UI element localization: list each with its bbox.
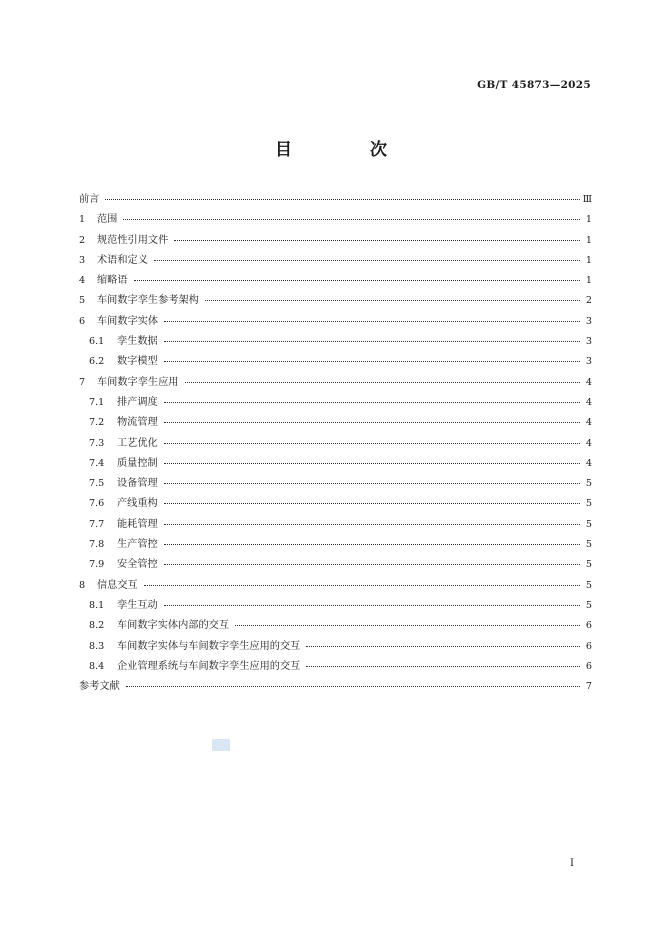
toc-entry-number: 8.3 — [89, 640, 105, 652]
toc-entry-number: 7.8 — [89, 539, 105, 551]
toc-entry-label: 排产调度 — [117, 396, 158, 408]
toc-entry-label: 参考文献 — [79, 681, 120, 693]
toc-leader-dots — [105, 187, 579, 200]
toc-entry-page: 5 — [585, 498, 592, 510]
toc-entry-page: 3 — [585, 315, 592, 327]
toc-entry[interactable] — [79, 189, 592, 209]
toc-entry-label: 数字模型 — [117, 356, 158, 368]
toc-leader-dots — [164, 491, 580, 504]
standard-code: GB/T 45873—2025 — [477, 79, 591, 91]
toc-entry-label: 能耗管理 — [117, 518, 158, 530]
toc-entry-page: Ⅲ — [582, 194, 592, 205]
toc-entry-number: 8 — [79, 579, 86, 591]
toc-entry[interactable] — [79, 473, 592, 493]
toc-entry-label: 生产管控 — [117, 539, 158, 551]
toc-entry-page: 4 — [585, 396, 592, 408]
toc-entry-number: 8.1 — [89, 599, 105, 611]
toc-entry-page: 6 — [585, 620, 592, 632]
toc-entry-label: 规范性引用文件 — [97, 234, 169, 246]
table-of-contents — [79, 189, 592, 696]
toc-entry-page: 5 — [585, 478, 592, 490]
toc-leader-dots — [164, 329, 580, 342]
page-number: I — [570, 858, 574, 869]
toc-leader-dots — [164, 309, 580, 322]
toc-entry-page: 6 — [585, 660, 592, 672]
toc-entry[interactable] — [79, 392, 592, 412]
toc-entry-page: 1 — [585, 275, 592, 287]
toc-entry[interactable] — [79, 372, 592, 392]
watermark-logo — [212, 739, 230, 751]
toc-entry-page: 5 — [585, 579, 592, 591]
toc-entry[interactable] — [79, 575, 592, 595]
toc-entry-label: 车间数字实体内部的交互 — [117, 620, 230, 632]
toc-entry[interactable] — [79, 209, 592, 229]
toc-entry[interactable] — [79, 595, 592, 615]
toc-entry[interactable] — [79, 493, 592, 513]
toc-entry-number: 7.2 — [89, 417, 105, 429]
toc-entry-page: 1 — [585, 214, 592, 226]
toc-entry-number: 7.6 — [89, 498, 105, 510]
toc-leader-dots — [164, 471, 580, 484]
toc-entry-number: 2 — [79, 234, 86, 246]
toc-entry[interactable] — [79, 514, 592, 534]
toc-entry-page: 3 — [585, 356, 592, 368]
toc-entry[interactable] — [79, 615, 592, 635]
toc-leader-dots — [235, 613, 580, 626]
toc-entry-number: 3 — [79, 254, 86, 266]
toc-entry-label: 工艺优化 — [117, 437, 158, 449]
toc-entry-number: 8.4 — [89, 660, 105, 672]
toc-leader-dots — [164, 552, 580, 565]
toc-leader-dots — [205, 288, 580, 301]
toc-entry-number: 4 — [79, 275, 86, 287]
toc-entry-label: 设备管理 — [117, 478, 158, 490]
toc-leader-dots — [154, 248, 580, 261]
toc-entry-number: 1 — [79, 214, 86, 226]
toc-entry-label: 车间数字实体与车间数字孪生应用的交互 — [117, 640, 301, 652]
toc-leader-dots — [306, 634, 580, 647]
toc-entry-page: 3 — [585, 336, 592, 348]
toc-leader-dots — [164, 349, 580, 362]
toc-entry-page: 1 — [585, 234, 592, 246]
toc-entry[interactable] — [79, 311, 592, 331]
toc-entry-label: 安全管控 — [117, 559, 158, 571]
toc-entry-number: 7.4 — [89, 457, 105, 469]
toc-entry[interactable] — [79, 351, 592, 371]
toc-entry-label: 企业管理系统与车间数字孪生应用的交互 — [117, 660, 301, 672]
toc-entry-page: 1 — [585, 254, 592, 266]
toc-entry-label: 车间数字孪生参考架构 — [97, 295, 199, 307]
toc-entry[interactable] — [79, 554, 592, 574]
toc-leader-dots — [123, 207, 580, 220]
toc-entry[interactable] — [79, 676, 592, 696]
toc-entry-label: 车间数字实体 — [97, 315, 159, 327]
toc-leader-dots — [134, 268, 580, 281]
toc-entry-number: 6.2 — [89, 356, 105, 368]
toc-entry-label: 产线重构 — [117, 498, 158, 510]
toc-entry-label: 前言 — [79, 194, 100, 205]
toc-entry-label: 缩略语 — [97, 275, 128, 287]
toc-leader-dots — [164, 532, 580, 545]
toc-leader-dots — [164, 593, 580, 606]
toc-entry-page: 4 — [585, 457, 592, 469]
toc-entry[interactable] — [79, 534, 592, 554]
toc-entry-label: 质量控制 — [117, 457, 158, 469]
toc-entry-page: 7 — [585, 681, 592, 693]
toc-entry-number: 7.1 — [89, 396, 105, 408]
toc-entry-page: 4 — [585, 376, 592, 388]
toc-entry[interactable] — [79, 656, 592, 676]
toc-entry-number: 7.3 — [89, 437, 105, 449]
toc-entry-page: 5 — [585, 539, 592, 551]
toc-entry-number: 8.2 — [89, 620, 105, 632]
toc-entry-page: 6 — [585, 640, 592, 652]
toc-entry-number: 7 — [79, 376, 86, 388]
toc-entry-page: 4 — [585, 437, 592, 449]
toc-entry-label: 孪生互动 — [117, 599, 158, 611]
toc-entry[interactable] — [79, 250, 592, 270]
toc-entry-page: 2 — [585, 295, 592, 307]
toc-entry-page: 5 — [585, 518, 592, 530]
toc-entry-number: 7.9 — [89, 559, 105, 571]
toc-entry[interactable] — [79, 331, 592, 351]
toc-leader-dots — [164, 512, 580, 525]
toc-entry-number: 7.5 — [89, 478, 105, 490]
toc-leader-dots — [164, 410, 580, 423]
toc-entry[interactable] — [79, 230, 592, 250]
toc-entry-number: 5 — [79, 295, 86, 307]
toc-leader-dots — [185, 370, 581, 383]
toc-entry-number: 6 — [79, 315, 86, 327]
toc-entry-label: 孪生数据 — [117, 336, 158, 348]
toc-entry-page: 4 — [585, 417, 592, 429]
toc-entry-label: 物流管理 — [117, 417, 158, 429]
toc-entry-label: 车间数字孪生应用 — [97, 376, 179, 388]
toc-entry-page: 5 — [585, 559, 592, 571]
toc-entry-number: 6.1 — [89, 336, 105, 348]
toc-entry-page: 5 — [585, 599, 592, 611]
toc-leader-dots — [144, 573, 580, 586]
toc-entry[interactable] — [79, 453, 592, 473]
toc-entry[interactable] — [79, 290, 592, 310]
toc-entry-number: 7.7 — [89, 518, 105, 530]
toc-entry[interactable] — [79, 270, 592, 290]
toc-entry-label: 信息交互 — [97, 579, 138, 591]
toc-leader-dots — [164, 451, 580, 464]
toc-entry[interactable] — [79, 412, 592, 432]
toc-entry-label: 范围 — [97, 214, 118, 226]
toc-leader-dots — [164, 431, 580, 444]
page-title: 目 次 — [275, 140, 423, 160]
toc-leader-dots — [126, 674, 580, 687]
toc-entry[interactable] — [79, 433, 592, 453]
toc-entry[interactable] — [79, 636, 592, 656]
toc-leader-dots — [174, 228, 580, 241]
toc-entry-label: 术语和定义 — [97, 254, 148, 266]
toc-leader-dots — [306, 654, 580, 667]
toc-leader-dots — [164, 390, 580, 403]
